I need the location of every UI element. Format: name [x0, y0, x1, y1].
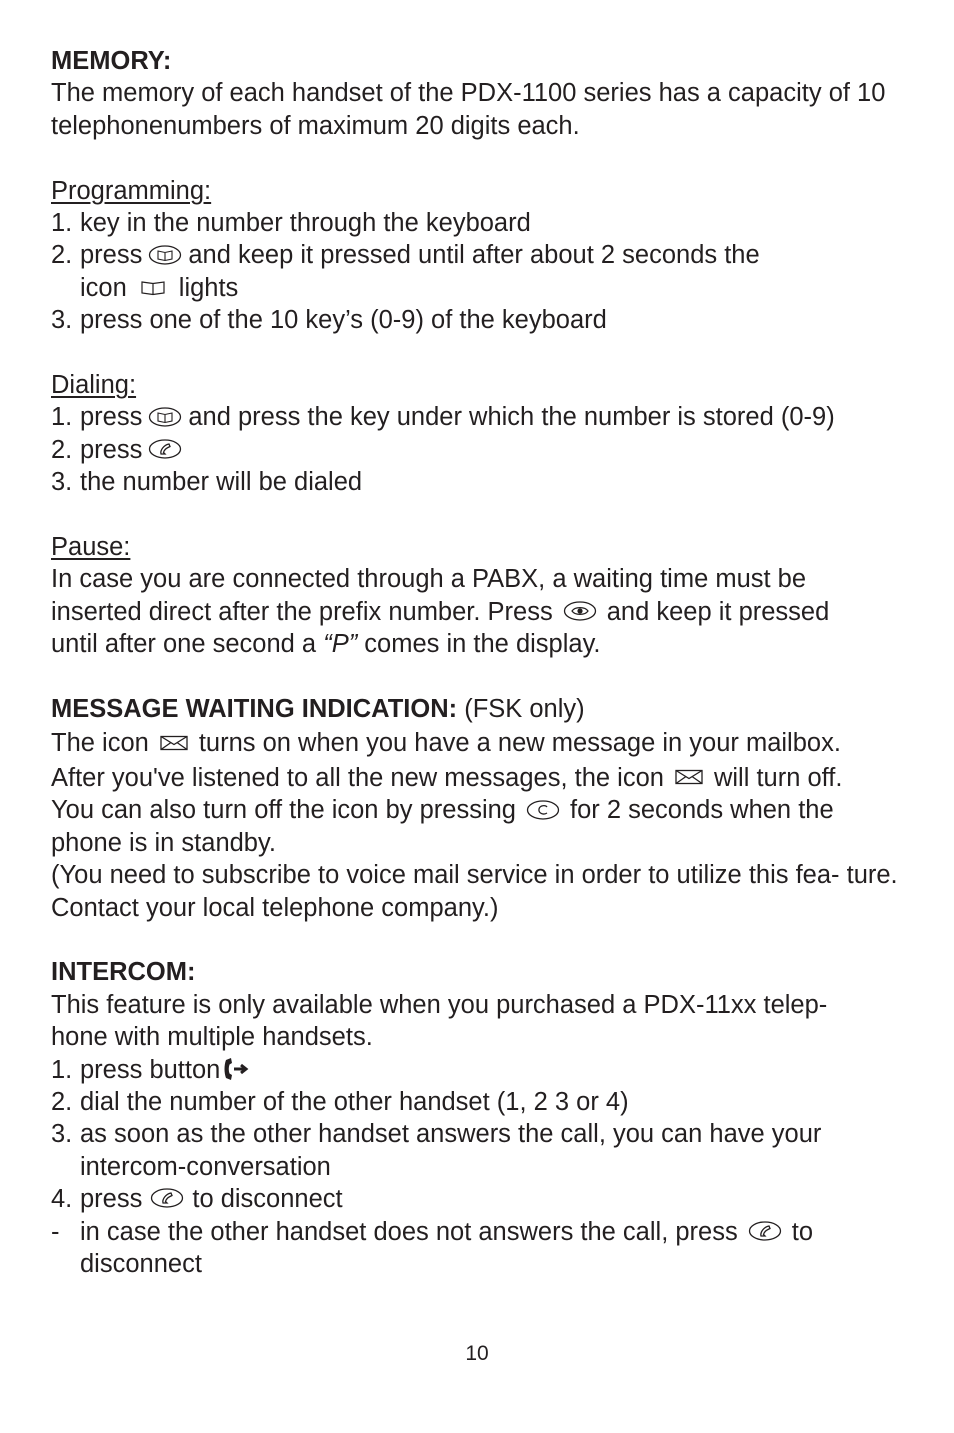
pause-line-3: until after one second a “P” comes in the display.: [51, 630, 601, 659]
intercom-icon: [223, 1056, 251, 1082]
mwi-heading: MESSAGE WAITING INDICATION:: [51, 695, 458, 724]
pause-heading: Pause:: [51, 533, 131, 562]
programming-step-2: 2. press and keep it pressed until after about 2 seconds the icon lights: [51, 241, 760, 302]
dialing-step-1: 1. press and press the key under which the number is stored (0-9): [51, 403, 835, 432]
mwi-line-4: phone is in standby.: [51, 828, 276, 857]
intercom-step-1: 1. press button: [51, 1054, 911, 1086]
intercom-note: - in case the other handset does not answers the call, press to disconnect: [51, 1217, 814, 1278]
intercom-step-2: 2. dial the number of the other handset (1, 2 3 or 4): [51, 1087, 629, 1116]
intercom-heading: INTERCOM:: [51, 958, 196, 987]
memory-heading: MEMORY:: [51, 47, 172, 75]
intercom-step-4: 4. press to disconnect: [51, 1185, 343, 1214]
dialing-step-2: 2. press: [51, 434, 911, 466]
pause-line-1: In case you are connected through a PABX, a waiting time must be: [51, 565, 807, 594]
c-key-icon: [526, 799, 560, 821]
memory-body: The memory of each handset of the PDX-1100 series has a capacity of 10 telephonenumbers of maximum 20 digits each.: [51, 79, 886, 140]
dialing-step-3: 3. the number will be dialed: [51, 468, 363, 497]
talk-key-icon: [150, 1187, 184, 1209]
pause-line-2: inserted direct after the prefix number. Press and keep it pressed: [51, 597, 830, 626]
mwi-line-1: The icon turns on when you have a new message in your mailbox.: [51, 729, 841, 758]
manual-page: [51, 45, 911, 1280]
mwi-line-3: You can also turn off the icon by pressing for 2 seconds when the: [51, 796, 834, 825]
mwi-note: (You need to subscribe to voice mail service in order to utilize this fea- ture. Contact your local telephone company.): [51, 861, 898, 922]
phonebook-icon: [139, 277, 167, 297]
mwi-line-2: After you've listened to all the new messages, the icon will turn off.: [51, 763, 843, 792]
talk-key-icon: [148, 438, 182, 460]
programming-step-3: 3. press one of the 10 key’s (0-9) of the keyboard: [51, 306, 607, 335]
envelope-icon: [674, 768, 704, 786]
page-number: 10: [465, 1342, 489, 1365]
envelope-icon: [159, 734, 189, 752]
mwi-heading-line: MESSAGE WAITING INDICATION: (FSK only): [51, 695, 585, 724]
phonebook-key-icon: [148, 244, 182, 266]
programming-heading: Programming:: [51, 176, 212, 205]
intercom-body: This feature is only available when you purchased a PDX-11xx telep- hone with multiple handsets.: [51, 990, 828, 1052]
dialing-heading: Dialing:: [51, 371, 137, 400]
programming-step-1: 1. key in the number through the keyboard: [51, 209, 531, 238]
intercom-step-3: 3. as soon as the other handset answers the call, you can have your intercom-conversation: [51, 1120, 822, 1181]
phonebook-key-icon: [148, 406, 182, 428]
talk-key-icon: [748, 1220, 782, 1242]
pause-key-icon: [563, 600, 597, 622]
